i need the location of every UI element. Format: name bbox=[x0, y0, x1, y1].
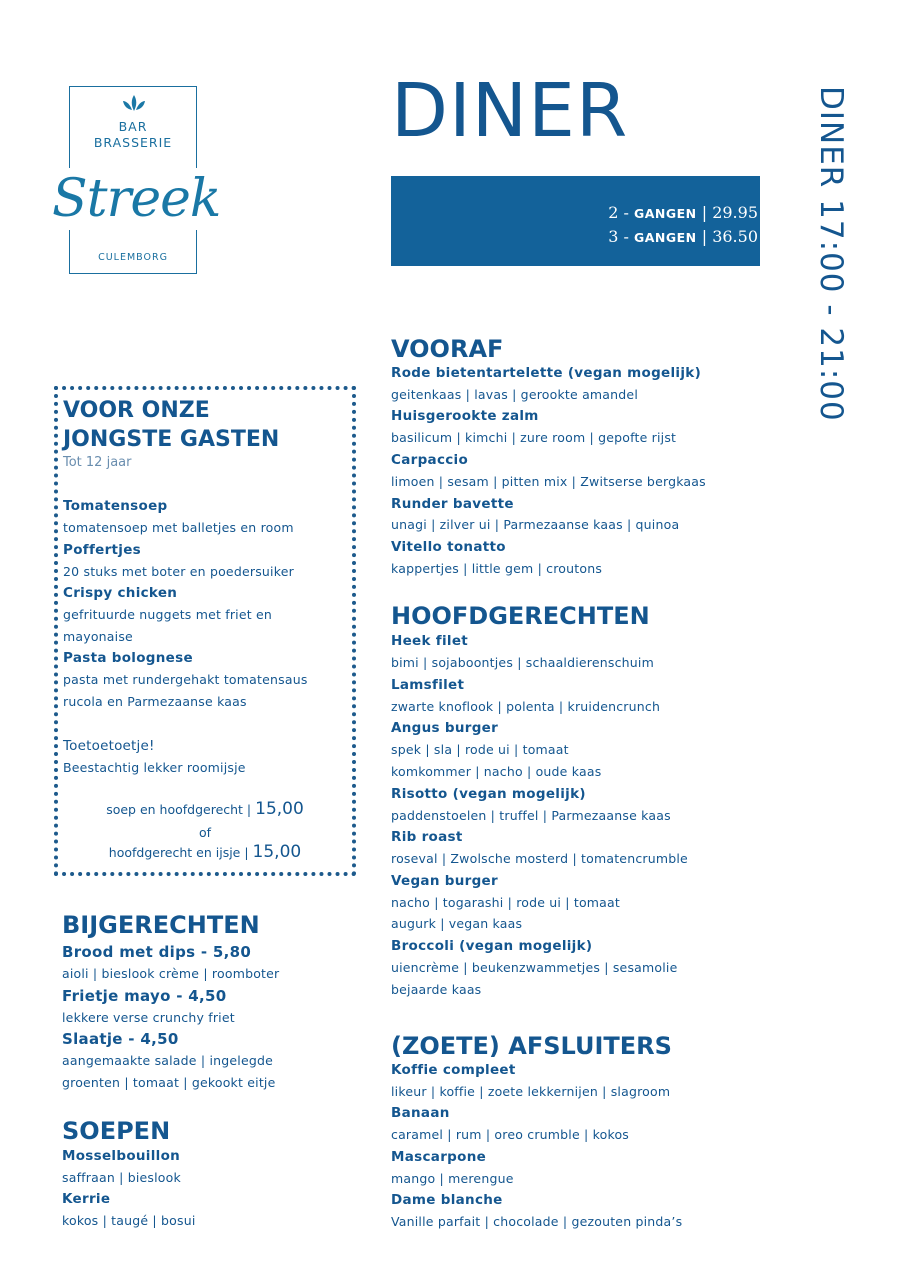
menu-item-name: Pasta bolognese bbox=[63, 650, 193, 666]
menu-item-desc: bimi | sojaboontjes | schaaldierenschuim bbox=[391, 655, 654, 670]
menu-item-name: Vegan burger bbox=[391, 873, 498, 889]
opening-hours: DINER 17:00 - 21:00 bbox=[813, 86, 849, 422]
menu-item-desc: aangemaakte salade | ingelegde bbox=[62, 1053, 273, 1068]
kids-age-subtitle: Tot 12 jaar bbox=[63, 455, 132, 470]
page-title: DINER bbox=[391, 68, 629, 154]
menu-item-name: Risotto (vegan mogelijk) bbox=[391, 786, 586, 802]
menu-item-name: Mosselbouillon bbox=[62, 1148, 181, 1164]
menu-item-desc: geitenkaas | lavas | gerookte amandel bbox=[391, 387, 638, 402]
kids-combo-2: hoofdgerecht en ijsje | 15,00 bbox=[108, 842, 302, 862]
menu-item-desc: zwarte knoflook | polenta | kruidencrunch bbox=[391, 699, 661, 714]
menu-item-desc: caramel | rum | oreo crumble | kokos bbox=[391, 1127, 630, 1142]
section-heading-afsluiters: (ZOETE) AFSLUITERS bbox=[391, 1032, 672, 1060]
price-banner bbox=[391, 176, 760, 266]
kids-dessert-title: Toetoetoetje! bbox=[63, 738, 155, 754]
menu-item-name: Mascarpone bbox=[391, 1149, 487, 1165]
logo-city-text: CULEMBORG bbox=[98, 252, 168, 263]
menu-item-name: Broccoli (vegan mogelijk) bbox=[391, 938, 593, 954]
menu-item-name: Kerrie bbox=[62, 1191, 111, 1207]
section-heading-soepen: SOEPEN bbox=[62, 1117, 171, 1145]
kids-dessert-desc: Beestachtig lekker roomijsje bbox=[63, 760, 246, 775]
menu-item-name: Dame blanche bbox=[391, 1192, 503, 1208]
logo-wordmark: Streek bbox=[52, 169, 221, 229]
menu-item-desc: saffraan | bieslook bbox=[62, 1170, 181, 1185]
menu-item-name: Slaatje - 4,50 bbox=[62, 1030, 179, 1048]
menu-item-desc: tomatensoep met balletjes en room bbox=[63, 520, 294, 535]
menu-item-name: Heek filet bbox=[391, 633, 469, 649]
price-line-2-courses: 2 - GANGEN | 29.95 bbox=[608, 203, 758, 222]
kids-combo-or: of bbox=[198, 825, 212, 840]
menu-item-name: Poffertjes bbox=[63, 542, 142, 558]
price-line-3-courses: 3 - GANGEN | 36.50 bbox=[608, 227, 758, 246]
menu-item-name: Koffie compleet bbox=[391, 1062, 516, 1078]
section-heading-bijgerechten: BIJGERECHTEN bbox=[62, 911, 260, 939]
menu-item-name: Huisgerookte zalm bbox=[391, 408, 539, 424]
leaf-icon bbox=[120, 93, 148, 113]
menu-item-desc: Vanille parfait | chocolade | gezouten pinda’s bbox=[391, 1214, 683, 1229]
menu-item-desc: paddenstoelen | truffel | Parmezaanse kaas bbox=[391, 808, 671, 823]
menu-item-desc: komkommer | nacho | oude kaas bbox=[391, 764, 602, 779]
menu-item-desc: bejaarde kaas bbox=[391, 982, 482, 997]
menu-item-name: Rode bietentartelette (vegan mogelijk) bbox=[391, 365, 702, 381]
menu-item-desc: mango | merengue bbox=[391, 1171, 514, 1186]
section-heading-vooraf: VOORAF bbox=[391, 335, 504, 363]
menu-item-desc: kappertjes | little gem | croutons bbox=[391, 561, 603, 576]
menu-item-desc: lekkere verse crunchy friet bbox=[62, 1010, 235, 1025]
menu-item-desc: kokos | taugé | bosui bbox=[62, 1213, 196, 1228]
menu-item-desc: uiencrème | beukenzwammetjes | sesamolie bbox=[391, 960, 678, 975]
menu-item-name: Banaan bbox=[391, 1105, 450, 1121]
menu-item-desc: mayonaise bbox=[63, 629, 133, 644]
menu-item-desc: unagi | zilver ui | Parmezaanse kaas | quinoa bbox=[391, 517, 680, 532]
menu-item-name: Runder bavette bbox=[391, 496, 514, 512]
menu-item-desc: spek | sla | rode ui | tomaat bbox=[391, 742, 569, 757]
menu-item-name: Rib roast bbox=[391, 829, 463, 845]
kids-combo-1: soep en hoofdgerecht | 15,00 bbox=[106, 799, 304, 819]
menu-item-desc: 20 stuks met boter en poedersuiker bbox=[63, 564, 294, 579]
menu-item-desc: gefrituurde nuggets met friet en bbox=[63, 607, 273, 622]
logo-bar-text: BAR bbox=[118, 119, 148, 134]
menu-item-name: Angus burger bbox=[391, 720, 499, 736]
kids-heading-line-2: JONGSTE GASTEN bbox=[63, 427, 280, 452]
menu-item-name: Lamsfilet bbox=[391, 677, 465, 693]
menu-item-desc: likeur | koffie | zoete lekkernijen | slagroom bbox=[391, 1084, 671, 1099]
menu-item-name: Vitello tonatto bbox=[391, 539, 506, 555]
menu-item-name: Tomatensoep bbox=[63, 498, 168, 514]
menu-item-name: Crispy chicken bbox=[63, 585, 178, 601]
menu-item-desc: limoen | sesam | pitten mix | Zwitserse bergkaas bbox=[391, 474, 706, 489]
menu-item-desc: pasta met rundergehakt tomatensaus bbox=[63, 672, 308, 687]
menu-item-desc: basilicum | kimchi | zure room | gepofte rijst bbox=[391, 430, 677, 445]
menu-item-name: Carpaccio bbox=[391, 452, 469, 468]
menu-item-desc: rucola en Parmezaanse kaas bbox=[63, 694, 247, 709]
menu-item-name: Brood met dips - 5,80 bbox=[62, 943, 252, 961]
menu-item-desc: roseval | Zwolsche mosterd | tomatencrumble bbox=[391, 851, 688, 866]
menu-item-desc: nacho | togarashi | rode ui | tomaat bbox=[391, 895, 621, 910]
menu-item-name: Frietje mayo - 4,50 bbox=[62, 987, 227, 1005]
logo-brasserie-text: BRASSERIE bbox=[93, 135, 173, 150]
section-heading-hoofdgerechten: HOOFDGERECHTEN bbox=[391, 602, 650, 630]
menu-item-desc: groenten | tomaat | gekookt eitje bbox=[62, 1075, 276, 1090]
menu-item-desc: aioli | bieslook crème | roomboter bbox=[62, 966, 280, 981]
menu-item-desc: augurk | vegan kaas bbox=[391, 916, 523, 931]
kids-heading-line-1: VOOR ONZE bbox=[63, 398, 210, 423]
